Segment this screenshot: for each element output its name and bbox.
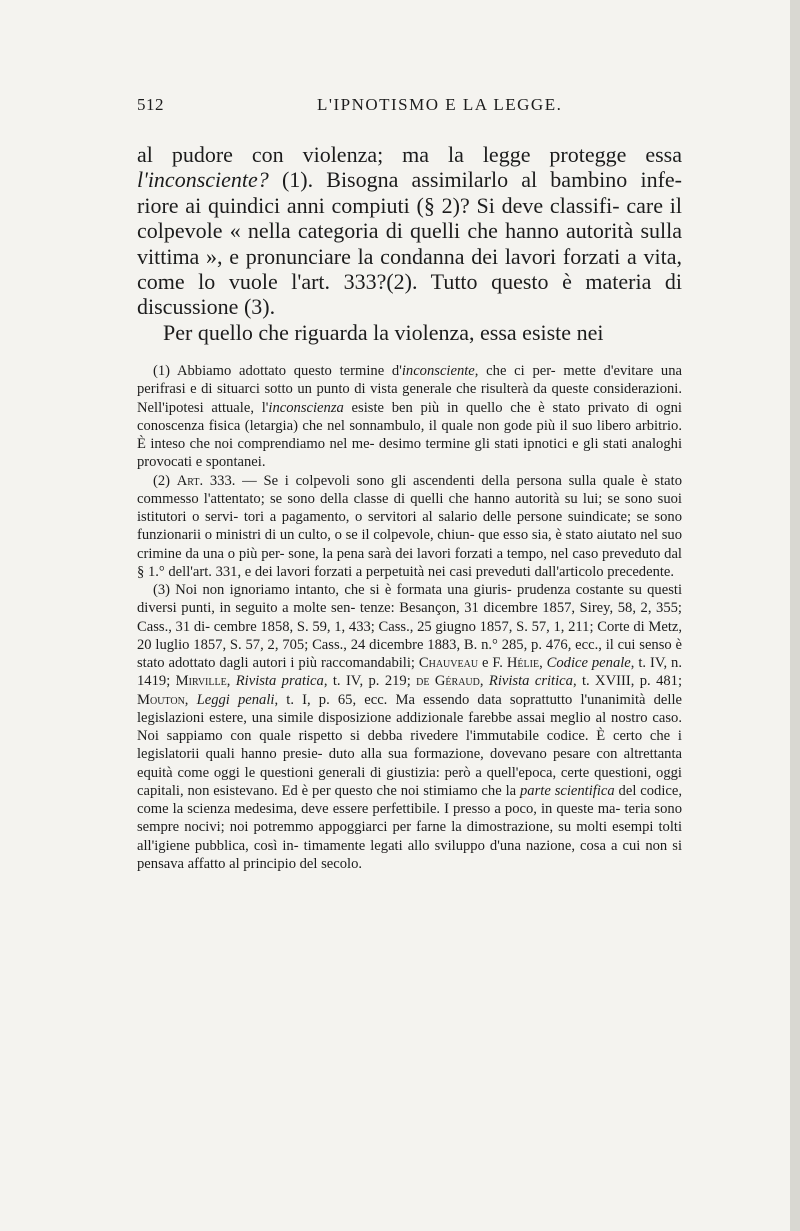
emphasis: l'inconsciente? [137, 167, 269, 193]
page-header [137, 95, 677, 125]
running-title: L'IPNOTISMO E LA LEGGE. [317, 95, 563, 114]
footnote-2: (2) Art. 333. — Se i colpevoli sono gli ascendenti della persona sulla quale è stato commesso l'attentato; se sono della classe di quelli che hanno autorità su lui; se sono suoi istitutori o servi- tori a pagamento, o servitori al salario delle persone suindicate; se sono funzionarii o ministri di un culto, o se il colpevole, chiun- que esso sia, è stato aiutato nel suo crimine da una o più per- sone, la pena sarà dei lavori forzati a tempo, nel caso preveduto dal § 1.° dell'art. 331, e dei lavori forzati a perpetuità nei casi preveduti dall'articolo precedente. [137, 472, 682, 580]
paragraph-1: al pudore con violenza; ma la legge protegge essa l'inconsciente? (1). Bisogna assimilarlo al bambino infe- riore ai quindici anni compiuti (§ 2)? Si deve classifi- care il colpevole « nella categoria di quelli che hanno autorità sulla vittima », e pronunciare la condanna dei lavori forzati a vita, come lo vuole l'art. 333?(2). Tutto questo è materia di discussione (3). [137, 142, 682, 320]
page-number: 512 [137, 95, 164, 114]
main-text [137, 142, 682, 345]
footnote-3: (3) Noi non ignoriamo intanto, che si è formata una giuris- prudenza costante su questi diversi punti, in seguito a molte sen- tenze: Besançon, 31 dicembre 1857, Sirey, 58, 2, 355; Cass., 31 di- cembre 1858, S. 59, 1, 433; Cass., 25 giugno 1857, S. 57, 1, 211; Corte di Metz, 20 luglio 1857, S. 57, 2, 705; Cass., 24 dicembre 1883, B. n.° 285, p. 476, ecc., il cui senso è stato adottato dagli autori i più raccomandabili; Chauveau e F. Hélie, Codice penale, t. IV, n. 1419; Mirville, Rivista pratica, t. IV, p. 219; de Géraud, Rivista critica, t. XVIII, p. 481; Mouton, Leggi penali, t. I, p. 65, ecc. Ma essendo data soprattutto l'unanimità delle legislazioni estere, una simile disposizione addizionale farebbe assai meglio al nostro caso. Noi sappiamo con quale rispetto si debba rivedere l'immutabile codice. È certo che i legislatorii quali hanno presie- duto alla sua formazione, dovevano pesare con altrettanta equità come oggi le questioni generali di giustizia: però a quell'epoca, certe questioni, oggi capitali, non esistevano. Ed è per questo che noi stimiamo che la parte scientifica del codice, come la scienza medesima, deve essere perfettibile. I presso a poco, in queste ma- teria sono sempre nocivi; noi potremmo appoggiarci per farne la dimostrazione, su molti esempi tolti all'igiene pubblica, così in- timamente legati allo sviluppo d'una nazione, cosa a cui non si pensava affatto al principio del secolo. [137, 582, 683, 872]
footnotes [137, 362, 682, 873]
paragraph-2: Per quello che riguarda la violenza, essa esiste nei [163, 319, 604, 345]
page-edge [790, 0, 800, 1231]
footnote-1: (1) Abbiamo adottato questo termine d'inconsciente, che ci per- mette d'evitare una perifrasi e di situarci sotto un punto di vista generale che risulterà da queste considerazioni. Nell'ipotesi attuale, l'inconscienza esiste ben più in quello che è stato privato di ogni conoscenza fisica (letargia) che nel sonnambulo, il quale non gode più il suo libero arbitrio. È inteso che noi comprendiamo nel me- desimo termine gli stati ipnotici e gli stati analoghi provocati e spontanei. [137, 363, 682, 471]
